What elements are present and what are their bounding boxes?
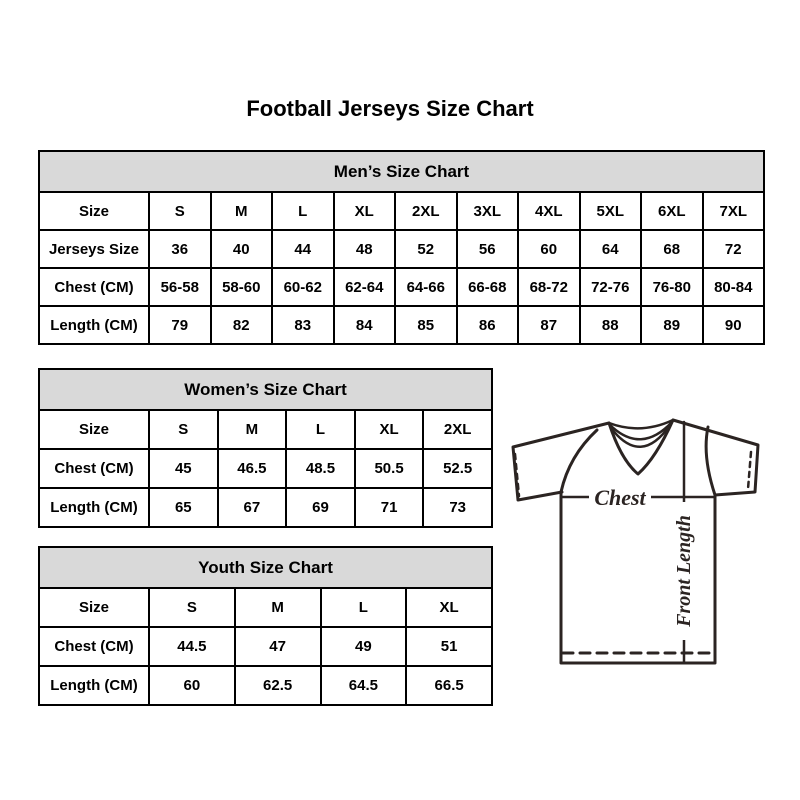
table-cell: 50.5: [355, 449, 424, 488]
table-cell: 64.5: [321, 666, 407, 705]
row-label: Size: [39, 410, 149, 449]
table-cell: 45: [149, 449, 218, 488]
table-row-size: [39, 588, 492, 627]
table-cell: XL: [334, 192, 396, 230]
table-cell: 79: [149, 306, 211, 344]
table-cell: 6XL: [641, 192, 703, 230]
table-cell: S: [149, 192, 211, 230]
row-label: Length (CM): [39, 306, 149, 344]
table-cell: 65: [149, 488, 218, 527]
table-cell: 3XL: [457, 192, 519, 230]
table-row-length: [39, 666, 492, 705]
table-cell: 40: [211, 230, 273, 268]
table-cell: 66.5: [406, 666, 492, 705]
table-cell: 69: [286, 488, 355, 527]
table-cell: 83: [272, 306, 334, 344]
row-label: Size: [39, 588, 149, 627]
womens-size-table: [38, 368, 493, 528]
table-cell: 80-84: [703, 268, 765, 306]
table-cell: 64: [580, 230, 642, 268]
youth-chart-header: Youth Size Chart: [39, 547, 492, 588]
table-cell: 90: [703, 306, 765, 344]
table-header-row: [39, 151, 764, 192]
table-cell: M: [218, 410, 287, 449]
row-label: Chest (CM): [39, 449, 149, 488]
table-cell: 60-62: [272, 268, 334, 306]
womens-chart-header: Women’s Size Chart: [39, 369, 492, 410]
table-cell: 46.5: [218, 449, 287, 488]
table-cell: 60: [518, 230, 580, 268]
table-cell: 86: [457, 306, 519, 344]
table-cell: 52.5: [423, 449, 492, 488]
table-cell: 64-66: [395, 268, 457, 306]
table-cell: 44.5: [149, 627, 235, 666]
table-cell: 71: [355, 488, 424, 527]
jersey-measurement-diagram: [505, 408, 767, 670]
table-cell: 73: [423, 488, 492, 527]
table-row-chest: [39, 627, 492, 666]
table-row-length: [39, 306, 764, 344]
table-row-chest: [39, 449, 492, 488]
row-label: Chest (CM): [39, 627, 149, 666]
table-cell: M: [211, 192, 273, 230]
table-cell: 56: [457, 230, 519, 268]
table-row-size: [39, 410, 492, 449]
table-cell: 88: [580, 306, 642, 344]
table-cell: 56-58: [149, 268, 211, 306]
table-cell: S: [149, 410, 218, 449]
table-cell: 36: [149, 230, 211, 268]
table-cell: 67: [218, 488, 287, 527]
row-label: Jerseys Size: [39, 230, 149, 268]
table-cell: 85: [395, 306, 457, 344]
table-cell: 4XL: [518, 192, 580, 230]
table-row-length: [39, 488, 492, 527]
table-cell: 62.5: [235, 666, 321, 705]
table-cell: M: [235, 588, 321, 627]
table-cell: 5XL: [580, 192, 642, 230]
table-cell: S: [149, 588, 235, 627]
table-row-jerseys-size: [39, 230, 764, 268]
jersey-right-sleeve: [673, 420, 758, 495]
right-cuff-stitch: [748, 452, 751, 489]
table-row-size: [39, 192, 764, 230]
table-cell: 51: [406, 627, 492, 666]
table-cell: 44: [272, 230, 334, 268]
table-cell: 68-72: [518, 268, 580, 306]
page-title: Football Jerseys Size Chart: [246, 96, 534, 121]
table-cell: L: [272, 192, 334, 230]
table-cell: 49: [321, 627, 407, 666]
table-cell: L: [286, 410, 355, 449]
table-cell: 72: [703, 230, 765, 268]
row-label: Size: [39, 192, 149, 230]
table-cell: 7XL: [703, 192, 765, 230]
table-header-row: [39, 369, 492, 410]
table-cell: 58-60: [211, 268, 273, 306]
table-cell: 48: [334, 230, 396, 268]
table-cell: 87: [518, 306, 580, 344]
table-cell: 2XL: [395, 192, 457, 230]
youth-size-table: [38, 546, 493, 706]
table-cell: 62-64: [334, 268, 396, 306]
table-cell: 47: [235, 627, 321, 666]
table-cell: 60: [149, 666, 235, 705]
table-cell: 89: [641, 306, 703, 344]
row-label: Length (CM): [39, 666, 149, 705]
table-cell: L: [321, 588, 407, 627]
table-cell: 82: [211, 306, 273, 344]
mens-size-table: [38, 150, 765, 345]
table-cell: 76-80: [641, 268, 703, 306]
table-cell: 72-76: [580, 268, 642, 306]
table-header-row: [39, 547, 492, 588]
table-cell: 66-68: [457, 268, 519, 306]
chest-label: Chest: [594, 485, 646, 510]
front-length-label: Front Length: [673, 515, 695, 627]
table-cell: 84: [334, 306, 396, 344]
jersey-collar-opening: [609, 420, 673, 428]
table-cell: 68: [641, 230, 703, 268]
table-cell: 48.5: [286, 449, 355, 488]
row-label: Length (CM): [39, 488, 149, 527]
table-cell: 52: [395, 230, 457, 268]
table-row-chest: [39, 268, 764, 306]
table-cell: 2XL: [423, 410, 492, 449]
mens-chart-header: Men’s Size Chart: [39, 151, 764, 192]
table-cell: XL: [355, 410, 424, 449]
table-cell: XL: [406, 588, 492, 627]
row-label: Chest (CM): [39, 268, 149, 306]
